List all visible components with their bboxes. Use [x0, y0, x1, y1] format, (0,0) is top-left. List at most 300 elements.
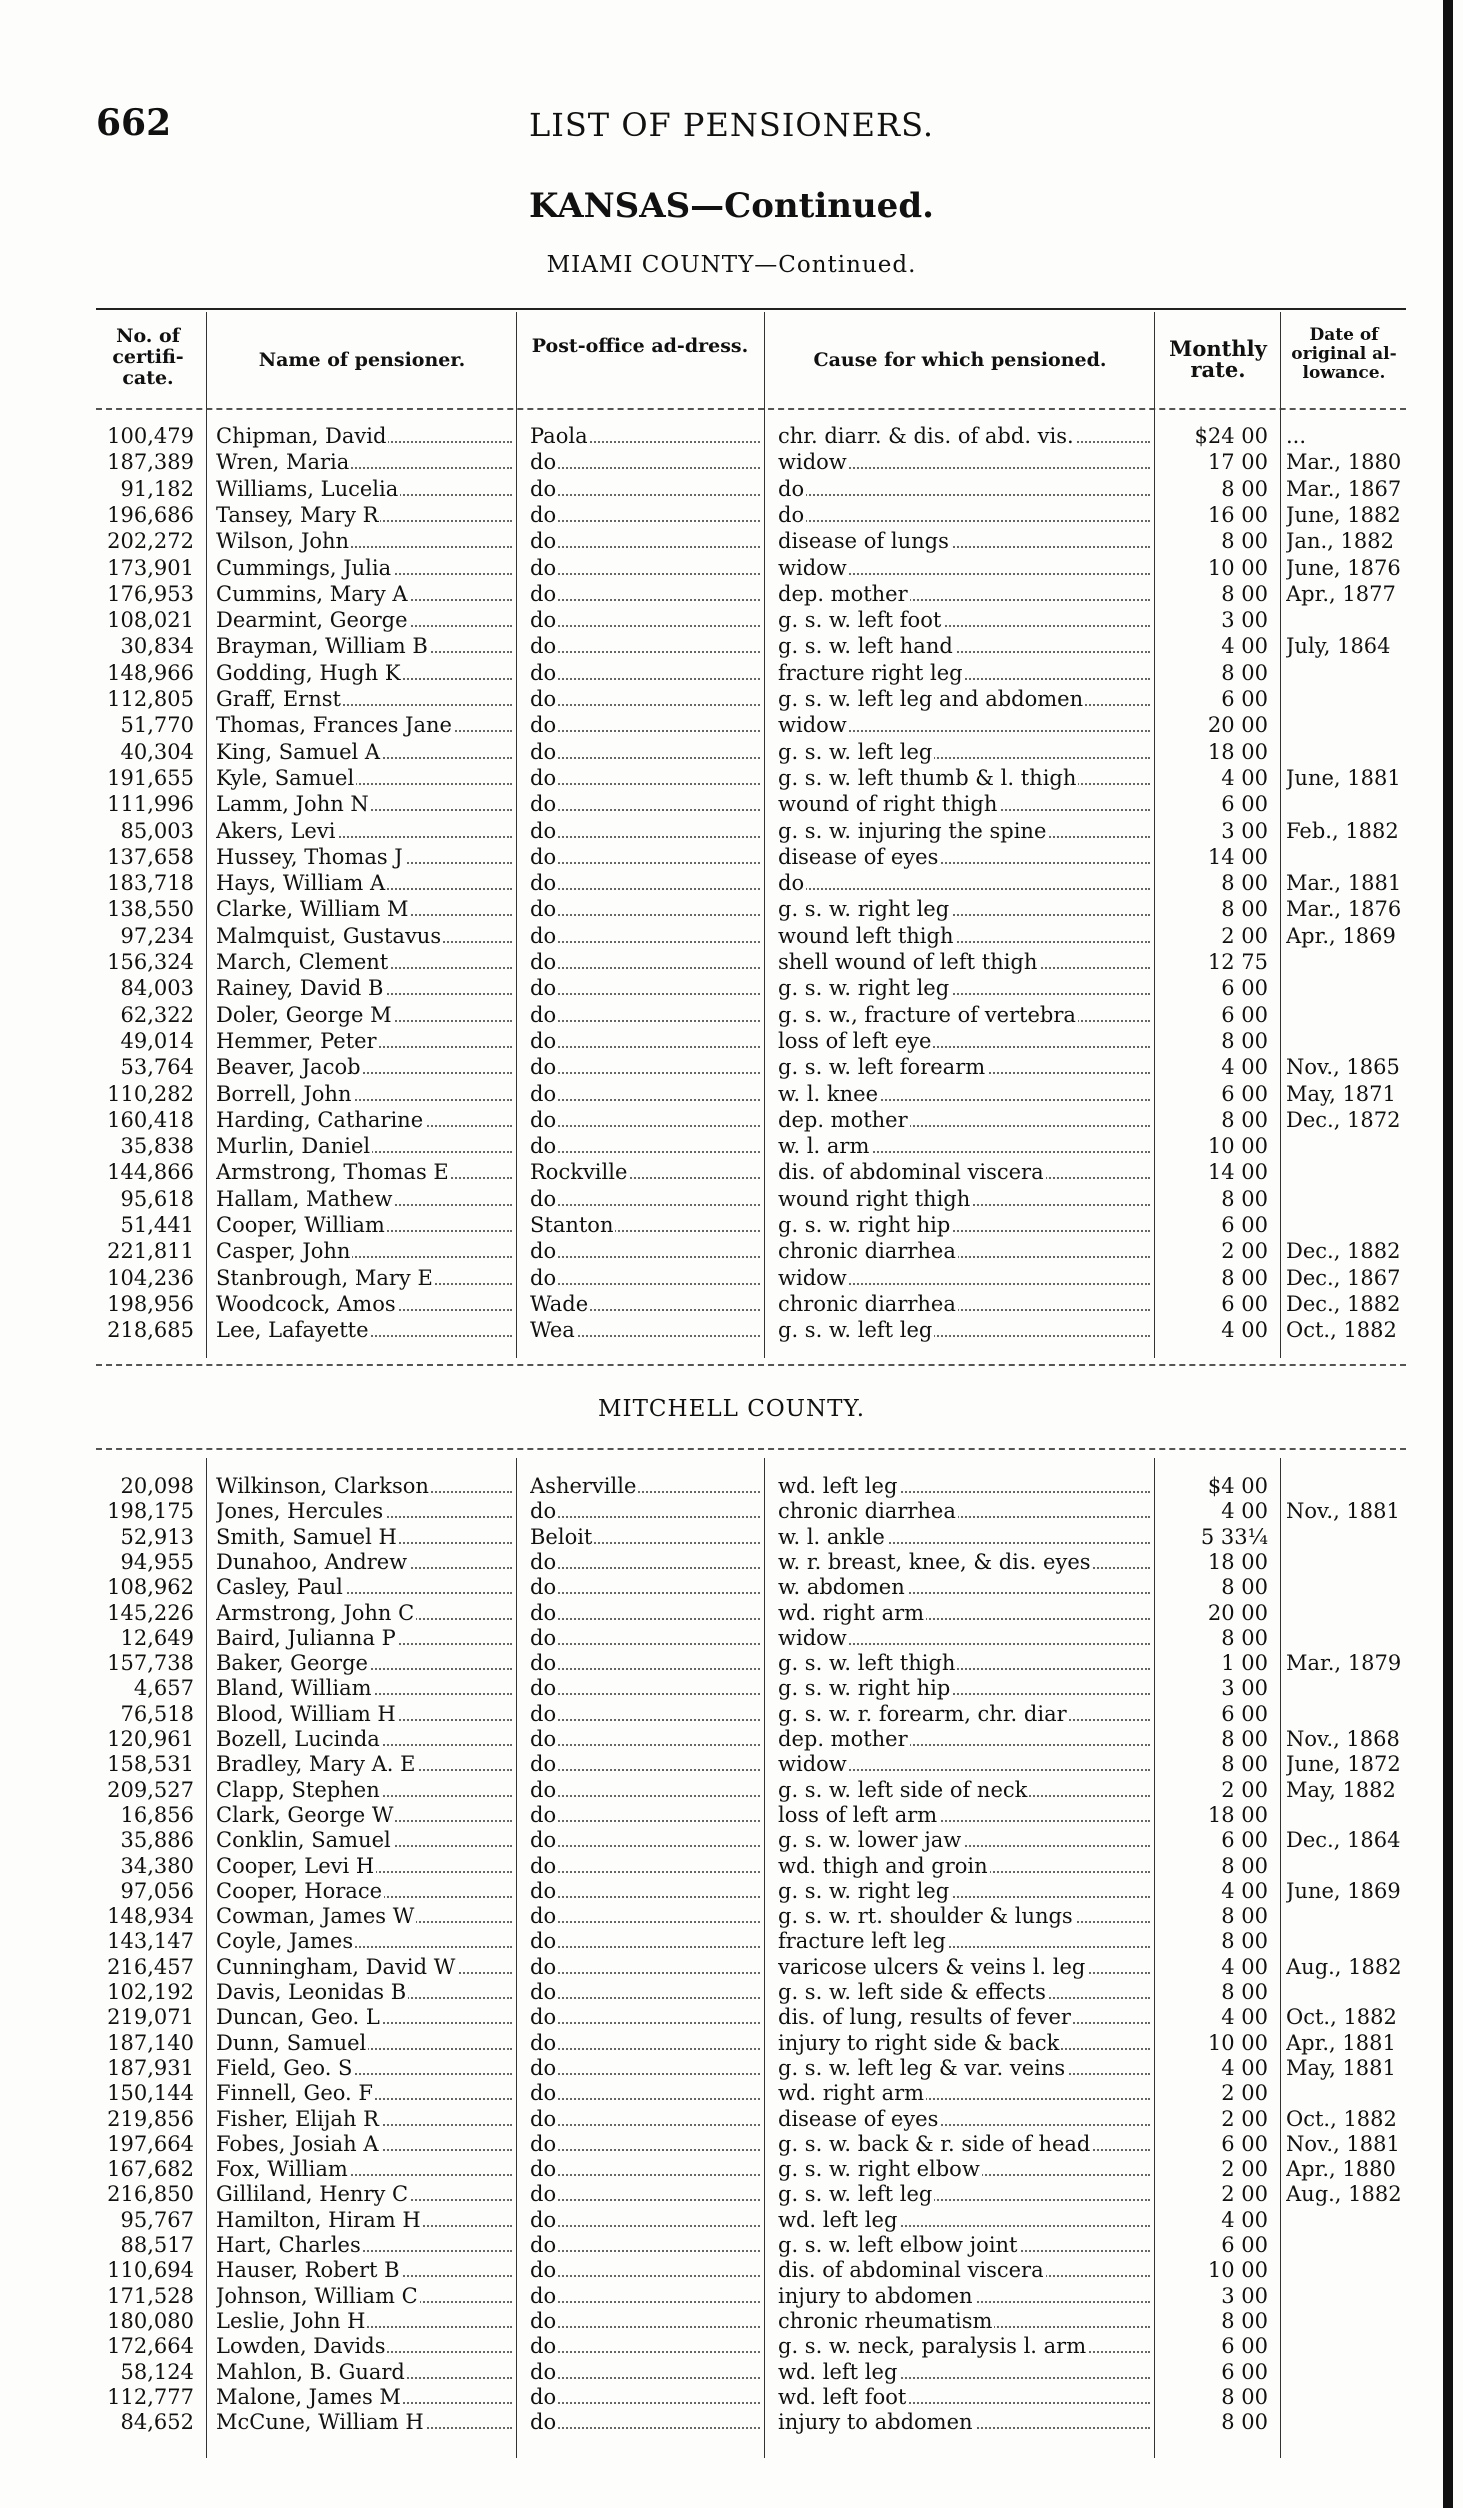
post-office-text: do: [530, 2157, 557, 2182]
pension-cause-text: g. s. w. left thigh: [778, 1651, 956, 1676]
allowance-date: Oct., 1882: [1286, 2005, 1397, 2030]
post-office-text: do: [530, 1853, 557, 1878]
monthly-rate: 8 00: [1221, 1186, 1268, 1211]
post-office: [530, 897, 760, 922]
pensioner-name: [216, 1187, 512, 1212]
pensioner-name-text: Tansey, Mary R: [216, 502, 379, 527]
table-top-rule: [96, 308, 1406, 310]
pension-cause-text: dep. mother: [778, 1727, 908, 1751]
pension-cause: [778, 1803, 1150, 1828]
monthly-rate: 10 00: [1207, 2030, 1268, 2055]
post-office: [530, 845, 760, 870]
allowance-date: Dec., 1882: [1286, 1291, 1401, 1316]
monthly-rate: 8 00: [1221, 897, 1268, 922]
allowance-date: Apr., 1877: [1286, 581, 1396, 606]
post-office-text: do: [530, 1752, 557, 1777]
post-office-text: do: [530, 2055, 557, 2080]
post-office-text: do: [530, 1549, 557, 1574]
monthly-rate: 8 00: [1221, 529, 1268, 554]
pensioner-name: [216, 2056, 512, 2081]
allowance-date: Apr., 1880: [1286, 2157, 1396, 2182]
post-office: [530, 1134, 760, 1159]
header-post-office: Post-office ad-dress.: [531, 335, 749, 357]
pensioner-name-text: Lowden, Davids: [216, 2334, 386, 2359]
certificate-number: 85,003: [120, 818, 194, 843]
table-row: [0, 1651, 1463, 1676]
table-row: [0, 1082, 1463, 1107]
table-row: [0, 2208, 1463, 2233]
post-office: [530, 1160, 760, 1185]
post-office: [530, 1213, 760, 1238]
pensioner-name: [216, 1029, 512, 1054]
pension-cause: [778, 871, 1150, 896]
post-office: [530, 1980, 760, 2005]
monthly-rate: 4 00: [1221, 634, 1268, 659]
allowance-date: Apr., 1881: [1286, 2030, 1396, 2055]
county-title-mitchell: MITCHELL COUNTY.: [597, 1396, 866, 1422]
pension-cause: [778, 2132, 1150, 2157]
pensioner-name: [216, 687, 512, 712]
pension-cause-text: chr. diarr. & dis. of abd. vis.: [778, 424, 1074, 448]
post-office-text: do: [530, 1600, 557, 1625]
post-office-text: do: [530, 1575, 557, 1600]
pensioner-name: [216, 2132, 512, 2157]
table-row: [0, 608, 1463, 633]
pension-cause-text: wound left thigh: [778, 923, 954, 948]
monthly-rate: 2 00: [1221, 2182, 1268, 2207]
monthly-rate: 8 00: [1221, 1904, 1268, 1929]
pensioner-name: [216, 1003, 512, 1028]
pension-cause-text: wd. left leg: [778, 2207, 898, 2232]
table-row: [0, 2258, 1463, 2283]
monthly-rate: 4 00: [1221, 2005, 1268, 2030]
post-office-text: do: [530, 450, 557, 475]
table-row: [0, 424, 1463, 449]
certificate-number: 144,866: [107, 1160, 194, 1185]
monthly-rate: 10 00: [1207, 2258, 1268, 2283]
pensioner-name-text: Field, Geo. S: [216, 2055, 353, 2080]
pensioner-name: [216, 1575, 512, 1600]
pension-cause-text: wd. left leg: [778, 2359, 898, 2384]
certificate-number: 12,649: [120, 1625, 194, 1650]
pensioner-name: [216, 2182, 512, 2207]
pensioner-name: [216, 2208, 512, 2233]
table-row: [0, 2132, 1463, 2157]
monthly-rate: 6 00: [1221, 2334, 1268, 2359]
pensioner-name-text: Armstrong, John C: [216, 1600, 415, 1625]
post-office: [530, 713, 760, 738]
monthly-rate: 8 00: [1221, 1625, 1268, 1650]
pensioner-name: [216, 2258, 512, 2283]
certificate-number: 219,071: [107, 2005, 194, 2030]
certificate-number: 120,961: [107, 1727, 194, 1751]
pension-cause-text: fracture right leg: [778, 660, 963, 685]
pensioner-name: [216, 1955, 512, 1980]
pensioner-name-text: Cooper, William: [216, 1213, 385, 1237]
monthly-rate: 6 00: [1221, 2233, 1268, 2257]
post-office-text: do: [530, 1929, 557, 1954]
pension-cause-text: widow: [778, 450, 847, 475]
pension-cause-text: wd. thigh and groin: [778, 1853, 988, 1878]
pension-cause: [778, 1187, 1150, 1212]
table-row: [0, 1160, 1463, 1185]
certificate-number: 58,124: [120, 2359, 194, 2384]
post-office-text: do: [530, 923, 557, 948]
pensioner-name-text: Rainey, David B: [216, 976, 384, 1001]
monthly-rate: 6 00: [1221, 1291, 1268, 1316]
certificate-number: 191,655: [107, 765, 194, 790]
monthly-rate: 17 00: [1207, 450, 1268, 475]
table-row: [0, 713, 1463, 738]
certificate-number: 35,838: [120, 1134, 194, 1159]
certificate-number: 88,517: [120, 2233, 194, 2257]
post-office-text: do: [530, 2258, 557, 2283]
pension-cause-text: g. s. w. left elbow joint: [778, 2233, 1018, 2257]
monthly-rate: 14 00: [1207, 844, 1268, 869]
allowance-date: Jan., 1882: [1286, 529, 1394, 554]
pension-cause: [778, 976, 1150, 1001]
post-office-text: do: [530, 2233, 557, 2257]
pensioner-name: [216, 1266, 512, 1291]
post-office-text: do: [530, 634, 557, 659]
table-row: [0, 1778, 1463, 1803]
pension-cause: [778, 1474, 1150, 1499]
post-office: [530, 1525, 760, 1550]
pensioner-name: [216, 1778, 512, 1803]
pensioner-name-text: Borrell, John: [216, 1081, 352, 1106]
pensioner-name-text: Hallam, Mathew: [216, 1186, 393, 1211]
table-row: [0, 1550, 1463, 1575]
table-row: [0, 1854, 1463, 1879]
post-office: [530, 819, 760, 844]
pensioner-name-text: Cooper, Levi H: [216, 1853, 375, 1878]
post-office-text: do: [530, 1828, 557, 1853]
post-office: [530, 1879, 760, 1904]
post-office: [530, 503, 760, 528]
certificate-number: 148,966: [107, 660, 194, 685]
pension-cause: [778, 2107, 1150, 2132]
pension-cause: [778, 2031, 1150, 2056]
post-office-text: do: [530, 1107, 557, 1132]
pensioner-name-text: Finnell, Geo. F: [216, 2081, 373, 2106]
monthly-rate: 2 00: [1221, 923, 1268, 948]
monthly-rate: 4 00: [1221, 1954, 1268, 1979]
monthly-rate: 4 00: [1221, 1055, 1268, 1080]
pensioner-name-text: Fobes, Josiah A: [216, 2131, 379, 2156]
post-office: [530, 2385, 760, 2410]
pension-cause: [778, 2309, 1150, 2334]
pension-cause-text: dis. of abdominal viscera: [778, 1160, 1044, 1185]
table-row: [0, 1752, 1463, 1777]
pensioner-name: [216, 1828, 512, 1853]
pensioner-name-text: Wren, Maria: [216, 450, 350, 475]
table-row: [0, 1055, 1463, 1080]
monthly-rate: 2 00: [1221, 2157, 1268, 2182]
table-row: [0, 2309, 1463, 2334]
monthly-rate: 4 00: [1221, 1878, 1268, 1903]
county-title-miami: MIAMI COUNTY—Continued.: [546, 252, 917, 278]
allowance-date: Mar., 1867: [1286, 476, 1402, 501]
pensioner-name-text: Godding, Hugh K: [216, 660, 401, 685]
pensioner-name-text: Stanbrough, Mary E: [216, 1265, 433, 1290]
pension-cause-text: dep. mother: [778, 1107, 908, 1132]
certificate-number: 20,098: [120, 1474, 194, 1498]
post-office-text: do: [530, 1186, 557, 1211]
post-office-text: do: [530, 1802, 557, 1827]
pension-cause-text: g. s. w. left foot: [778, 608, 942, 633]
pensioner-name: [216, 1980, 512, 2005]
pensioner-name: [216, 792, 512, 817]
pensioner-name: [216, 1239, 512, 1264]
pensioner-name-text: Hamilton, Hiram H: [216, 2207, 421, 2232]
pensioner-name: [216, 2309, 512, 2334]
post-office: [530, 1727, 760, 1752]
table-row: [0, 1879, 1463, 1904]
page-number: 662: [96, 102, 172, 144]
post-office-text: do: [530, 687, 557, 711]
table-row: [0, 897, 1463, 922]
pension-cause: [778, 2334, 1150, 2359]
certificate-number: 196,686: [107, 502, 194, 527]
allowance-date: June, 1876: [1286, 555, 1401, 580]
allowance-date: Nov., 1868: [1286, 1727, 1400, 1751]
pension-cause-text: wd. left leg: [778, 1474, 898, 1498]
pensioner-name-text: McCune, William H: [216, 2410, 424, 2435]
certificate-number: 110,282: [107, 1081, 194, 1106]
pension-cause-text: chronic diarrhea: [778, 1499, 956, 1524]
pension-cause: [778, 529, 1150, 554]
monthly-rate: 8 00: [1221, 1028, 1268, 1053]
post-office-text: do: [530, 1651, 557, 1676]
certificate-number: 35,886: [120, 1828, 194, 1853]
table-row: [0, 2360, 1463, 2385]
pensioner-name: [216, 1702, 512, 1727]
monthly-rate: 3 00: [1221, 608, 1268, 633]
post-office-text: do: [530, 2207, 557, 2232]
post-office: [530, 1003, 760, 1028]
post-office-text: do: [530, 1499, 557, 1524]
post-office: [530, 687, 760, 712]
pensioner-name-text: Harding, Catharine: [216, 1107, 424, 1132]
certificate-number: 145,226: [107, 1600, 194, 1625]
pension-cause-text: fracture left leg: [778, 1929, 946, 1954]
pension-cause: [778, 1239, 1150, 1264]
monthly-rate: 2 00: [1221, 1239, 1268, 1264]
post-office: [530, 2284, 760, 2309]
table-row: [0, 2334, 1463, 2359]
state-title: KANSAS—Continued.: [529, 186, 934, 226]
post-office-text: do: [530, 2384, 557, 2409]
table-row: [0, 1213, 1463, 1238]
monthly-rate: 8 00: [1221, 1853, 1268, 1878]
post-office: [530, 740, 760, 765]
certificate-number: 150,144: [107, 2081, 194, 2106]
pensioner-name-text: Wilson, John: [216, 529, 350, 554]
pensioner-name: [216, 1676, 512, 1701]
pension-cause-text: dis. of lung, results of fever: [778, 2005, 1071, 2030]
table-row: [0, 845, 1463, 870]
post-office-text: do: [530, 2308, 557, 2333]
pensioner-name-text: Conklin, Samuel: [216, 1828, 391, 1853]
pension-cause: [778, 661, 1150, 686]
pension-cause-text: varicose ulcers & veins l. leg: [778, 1954, 1086, 1979]
allowance-date: Mar., 1880: [1286, 450, 1402, 475]
post-office: [530, 792, 760, 817]
pension-cause: [778, 2360, 1150, 2385]
table-row: [0, 1904, 1463, 1929]
pensioner-name: [216, 1525, 512, 1550]
pension-cause-text: g. s. w. lower jaw: [778, 1828, 962, 1853]
pension-cause-text: injury to abdomen: [778, 2283, 973, 2308]
monthly-rate: 16 00: [1207, 502, 1268, 527]
header-rate: Monthly rate.: [1169, 336, 1267, 382]
certificate-number: 104,236: [107, 1265, 194, 1290]
pensioner-name-text: Woodcock, Amos: [216, 1291, 396, 1316]
certificate-number: 137,658: [107, 844, 194, 869]
pensioner-name: [216, 1727, 512, 1752]
post-office-text: do: [530, 765, 557, 790]
post-office-text: do: [530, 1081, 557, 1106]
table-row: [0, 1134, 1463, 1159]
pension-cause-text: dep. mother: [778, 581, 908, 606]
pension-cause: [778, 819, 1150, 844]
pension-cause: [778, 2385, 1150, 2410]
pension-cause: [778, 1702, 1150, 1727]
post-office-text: do: [530, 2030, 557, 2055]
pension-cause: [778, 1160, 1150, 1185]
pension-cause-text: do: [778, 502, 805, 527]
pension-cause: [778, 1601, 1150, 1626]
pensioner-name-text: Beaver, Jacob: [216, 1055, 361, 1080]
monthly-rate: 18 00: [1207, 739, 1268, 764]
pensioner-name-text: Murlin, Daniel: [216, 1134, 371, 1159]
pension-cause: [778, 1550, 1150, 1575]
allowance-date: Mar., 1876: [1286, 897, 1402, 922]
monthly-rate: 4 00: [1221, 2207, 1268, 2232]
pension-cause: [778, 740, 1150, 765]
table-row: [0, 2410, 1463, 2435]
certificate-number: 108,962: [107, 1575, 194, 1600]
pension-cause-text: g. s. w. left forearm: [778, 1055, 986, 1080]
table-row: [0, 1318, 1463, 1343]
pensioner-name: [216, 1651, 512, 1676]
post-office-text: do: [530, 555, 557, 580]
post-office-text: do: [530, 1777, 557, 1802]
pension-cause: [778, 2410, 1150, 2435]
certificate-number: 108,021: [107, 608, 194, 633]
monthly-rate: 8 00: [1221, 476, 1268, 501]
monthly-rate: 3 00: [1221, 2283, 1268, 2308]
monthly-rate: 2 00: [1221, 1777, 1268, 1802]
post-office: [530, 424, 760, 449]
pension-cause: [778, 713, 1150, 738]
post-office: [530, 766, 760, 791]
allowance-date: Dec., 1872: [1286, 1107, 1401, 1132]
pensioner-name: [216, 1082, 512, 1107]
post-office-text: do: [530, 950, 557, 974]
pensioner-name: [216, 424, 512, 449]
pensioner-name: [216, 976, 512, 1001]
pensioner-name-text: Thomas, Frances Jane: [216, 713, 452, 738]
pension-cause-text: disease of eyes: [778, 2106, 939, 2131]
post-office: [530, 477, 760, 502]
table-row: [0, 1702, 1463, 1727]
pensioner-name-text: Smith, Samuel H: [216, 1524, 397, 1549]
monthly-rate: 8 00: [1221, 2384, 1268, 2409]
post-office-text: do: [530, 976, 557, 1001]
table-row: [0, 1029, 1463, 1054]
table-row: [0, 1266, 1463, 1291]
pensioner-name: [216, 1904, 512, 1929]
pensioner-name-text: Cunningham, David W: [216, 1954, 456, 1979]
running-title: LIST OF PENSIONERS.: [528, 106, 935, 144]
allowance-date: June, 1882: [1286, 502, 1401, 527]
pensioner-name: [216, 556, 512, 581]
pension-cause-text: chronic diarrhea: [778, 1239, 956, 1264]
post-office: [530, 529, 760, 554]
pensioner-name-text: Baker, George: [216, 1651, 368, 1676]
pension-cause-text: g. s. w. left leg: [778, 2182, 933, 2207]
certificate-number: 197,664: [107, 2131, 194, 2156]
allowance-date: Nov., 1881: [1286, 2131, 1400, 2156]
pension-cause: [778, 1108, 1150, 1133]
pension-cause: [778, 1575, 1150, 1600]
post-office: [530, 450, 760, 475]
monthly-rate: 6 00: [1221, 1081, 1268, 1106]
table-row: [0, 1239, 1463, 1264]
post-office: [530, 582, 760, 607]
post-office: [530, 1292, 760, 1317]
certificate-number: 209,527: [107, 1777, 194, 1802]
pension-cause: [778, 1929, 1150, 1954]
pension-cause: [778, 1980, 1150, 2005]
pensioner-name-text: Bozell, Lucinda: [216, 1727, 380, 1751]
pensioner-name: [216, 766, 512, 791]
pensioner-name: [216, 2081, 512, 2106]
pension-cause: [778, 2208, 1150, 2233]
monthly-rate: 6 00: [1221, 1002, 1268, 1027]
header-certificate: No. of certifi-cate.: [112, 325, 184, 389]
post-office: [530, 1676, 760, 1701]
pensioner-name: [216, 713, 512, 738]
monthly-rate: 3 00: [1221, 1676, 1268, 1701]
post-office: [530, 1055, 760, 1080]
pension-cause: [778, 1879, 1150, 1904]
pensioner-name-text: Akers, Levi: [216, 818, 336, 843]
pensioner-name: [216, 740, 512, 765]
pension-cause-text: g. s. w., fracture of vertebra: [778, 1002, 1076, 1027]
pensioner-name: [216, 529, 512, 554]
monthly-rate: $4 00: [1207, 1474, 1268, 1498]
post-office-text: do: [530, 1028, 557, 1053]
pensioner-name: [216, 1055, 512, 1080]
certificate-number: 221,811: [107, 1239, 194, 1264]
post-office: [530, 1108, 760, 1133]
pension-cause: [778, 477, 1150, 502]
table-row: [0, 477, 1463, 502]
table-row: [0, 1803, 1463, 1828]
monthly-rate: 12 75: [1207, 950, 1268, 974]
pension-cause: [778, 608, 1150, 633]
pension-cause: [778, 2258, 1150, 2283]
post-office: [530, 2031, 760, 2056]
table-row: [0, 2056, 1463, 2081]
certificate-number: 40,304: [120, 739, 194, 764]
pensioner-name-text: Kyle, Samuel: [216, 765, 355, 790]
pension-cause-text: g. s. w. left leg: [778, 739, 933, 764]
post-office-text: do: [530, 2334, 557, 2359]
monthly-rate: 6 00: [1221, 792, 1268, 817]
